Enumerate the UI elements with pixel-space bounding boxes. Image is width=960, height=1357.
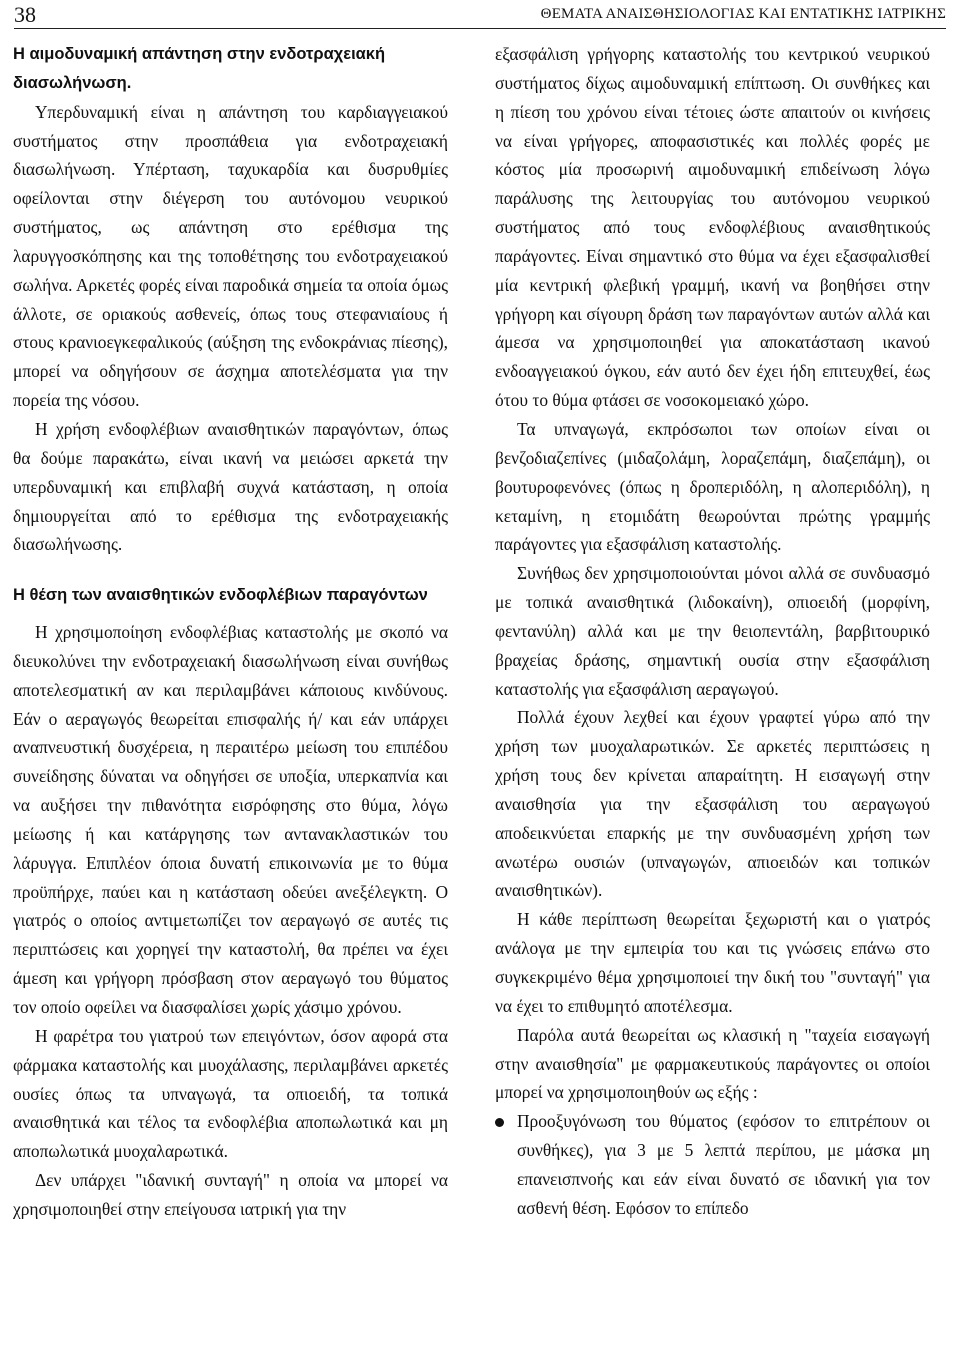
- running-title: ΘΕΜΑΤΑ ΑΝΑΙΣΘΗΣΙΟΛΟΓΙΑΣ ΚΑΙ ΕΝΤΑΤΙΚΗΣ ΙΑΤΡΙΚΗΣ: [540, 6, 946, 22]
- paragraph: Δεν υπάρχει "ιδανική συνταγή" η οποία να μπορεί να χρησιμοποιηθεί στην επείγουσα ιατρική για την: [13, 1170, 448, 1219]
- paragraph: Παρόλα αυτά θεωρείται ως κλασική η "ταχεία εισαγωγή στην αναισθησία" με φαρμακευτικούς παράγοντες οι οποίοι μπορεί να χρησιμοποιηθούν ως εξής :: [495, 1024, 930, 1103]
- paragraph: Πολλά έχουν λεχθεί και έχουν γραφτεί γύρω από την χρήση των μυοχαλαρωτικών. Σε αρκετές περιπτώσεις η χρήση τους δεν κρίνεται απαραίτητη. Η εισαγωγή στην αναισθησία για την εξασφάλιση του αεραγωγού αποδεικνύεται επαρκής με την συνδυασμένη χρήση των ανωτέρω ουσιών (υπναγωγών, απιοειδών και τοπικών αναισθητικών).: [495, 707, 930, 901]
- list-item: [495, 1107, 930, 1222]
- bullet-icon: [495, 1118, 504, 1127]
- paragraph: Συνήθως δεν χρησιμοποιούνται μόνοι αλλά σε συνδυασμό με τοπικά αναισθητικά (λιδοκαίνη), οπιοειδή (μορφίνη, φεντανύλη) αλλά και με την θειοπεντάλη, βαρβιτουρικό βραχείας δράσης, σημαντική ουσία στην εξασφάλιση καταστολής για εξασφάλιση αεραγωγού.: [495, 563, 930, 699]
- section-heading-hemodynamic: Η αιμοδυναμική απάντηση στην ενδοτραχειακή διασωλήνωση.: [13, 45, 386, 92]
- paragraph: Τα υπναγωγά, εκπρόσωποι των οποίων είναι οι βενζοδιαζεπίνες (μιδαζολάμη, λοραζεπάμη, διαζεπάμη), οι βουτυροφενόνες (όπως η δροπεριδόλη, η αλοπεριδόλη), η κεταμίνη, η ετομιδάτη θεωρούνται πρώτης γραμμής παράγοντες για εξασφάλιση καταστολής.: [495, 418, 930, 555]
- paragraph: Η χρήση ενδοφλέβιων αναισθητικών παραγόντων, όπως θα δούμε παρακάτω, είναι ικανή να μειώσει αρκετά την υπερδυναμική και επιβλαβή συχνά κατάσταση, η οποία δημιουργείται από το ερέθισμα της ενδοτραχειακής διασωλήνωσης.: [13, 418, 448, 555]
- list-item-text: Προοξυγόνωση του θύματος (εφόσον το επιτρέπουν οι συνθήκες), για 3 με 5 λεπτά περίπου, με μάσκα μη επανεισπνοής και εάν είναι δυνατό σε ιδανική για τον ασθενή θέση. Εφόσον το επίπεδο: [517, 1111, 930, 1218]
- bullet-list: [495, 1107, 930, 1222]
- paragraph: Υπερδυναμική είναι η απάντηση του καρδιαγγειακού συστήματος στην προσπάθεια για ενδοτραχειακή διασωλήνωση. Υπέρταση, ταχυκαρδία και δυσρυθμίες οφείλονται στην διέγερση του αυτόνομου νευρικού συστήματος, ως απάντηση στο ερέθισμα της λαρυγγοσκόπησης και της τοποθέτησης του ενδοτραχειακού σωλήνα. Αρκετές φορές είναι παροδικά σημεία τα οποία όμως άλλοτε, σε οριακούς ασθενείς, όπως τους στεφανιαίους ή στους κρανιοεγκεφαλικούς (αύξηση της ενδοκράνιας πίεσης), μπορεί να οδηγήσουν σε άσχημα αποτελέσματα για την πορεία της νόσου.: [13, 101, 448, 411]
- paragraph: εξασφάλιση γρήγορης καταστολής του κεντρικού νευρικού συστήματος δίχως αιμοδυναμική επίπτωση. Οι συνθήκες και η πίεση του χρόνου είναι τέτοιες ώστε απαιτούν οι κινήσεις να είναι γρήγορες, αποφασιστικές και πολλές φορές με κόστος μία προσωρινή αιμοδυναμική επιδείνωση λόγω παράλυσης της λειτουργίας του αυτόνομου νευρικού συστήματος από τους ενδοφλέβιους αναισθητικούς παράγοντες. Είναι σημαντικό στο θύμα να έχει εξασφαλισθεί μία κεντρική φλεβική γραμμή, ικανή να βοηθήσει στην γρήγορη και σίγουρη δράση των παραγόντων αυτών αλλά και άμεσα να χρησιμοποιηθεί για αποκατάσταση ικανού ενδοαγγειακού όγκου, εάν αυτό δεν έχει ήδη επιτευχθεί, έως ότου το θύμα φτάσει σε νοσοκομειακό χώρο.: [495, 44, 930, 411]
- paragraph: Η χρησιμοποίηση ενδοφλέβιας καταστολής με σκοπό να διευκολύνει την ενδοτραχειακή διασωλήνωση είναι συνήθως αποτελεσματική αν και περιλαμβάνει κάποιους κινδύνους. Εάν ο αεραγωγός θεωρείται επισφαλής ή/ και εάν υπάρχει αναπνευστική δυσχέρεια, η περαιτέρω μείωση του επιπέδου συνείδησης δύναται να οδηγήσει σε υποξία, υπερκαπνία και να αυξήσει την πιθανότητα εισρόφησης στο θύμα, λόγω μείωσης ή και κατάργησης των αντανακλαστικών του λάρυγγα. Επιπλέον όποια δυνατή επικοινωνία με το θύμα προϋπήρχε, παύει και η κατάσταση οδεύει ανεξέλεγκτη. Ο γιατρός ο οποίος αντιμετωπίζει τον αεραγωγό σε αυτές τις περιπτώσεις και χορηγεί την καταστολή, θα πρέπει να έχει άμεση και γρήγορη πρόσβαση στον αεραγωγό του θύματος τον οποίο οφείλει να διασφαλίσει χωρίς χάσιμο χρόνου.: [13, 622, 448, 1017]
- paragraph: Η κάθε περίπτωση θεωρείται ξεχωριστή και ο γιατρός ανάλογα με την εμπειρία του και τις γνώσεις επάνω στο συγκεκριμένο θέμα χρησιμοποιεί την δική του "συνταγή" για να έχει το επιθυμητό αποτέλεσμα.: [495, 909, 930, 1016]
- paragraph: Η φαρέτρα του γιατρού των επειγόντων, όσον αφορά στα φάρμακα καταστολής και μυοχάλασης, περιλαμβάνει αρκετές ουσίες όπως τα υπναγωγά, τα οπιοειδή, τα τοπικά αναισθητικά και τέλος τα ενδοφλέβια αποπωλωτικά και μη αποπωλωτικά μυοχαλαρωτικά.: [13, 1025, 448, 1162]
- running-header: [14, 0, 946, 29]
- left-column: [13, 40, 448, 1224]
- section-heading-iv-agents: Η θέση των αναισθητικών ενδοφλέβιων παραγόντων: [13, 586, 428, 605]
- page-number: 38: [14, 2, 36, 27]
- right-column: [495, 40, 930, 1223]
